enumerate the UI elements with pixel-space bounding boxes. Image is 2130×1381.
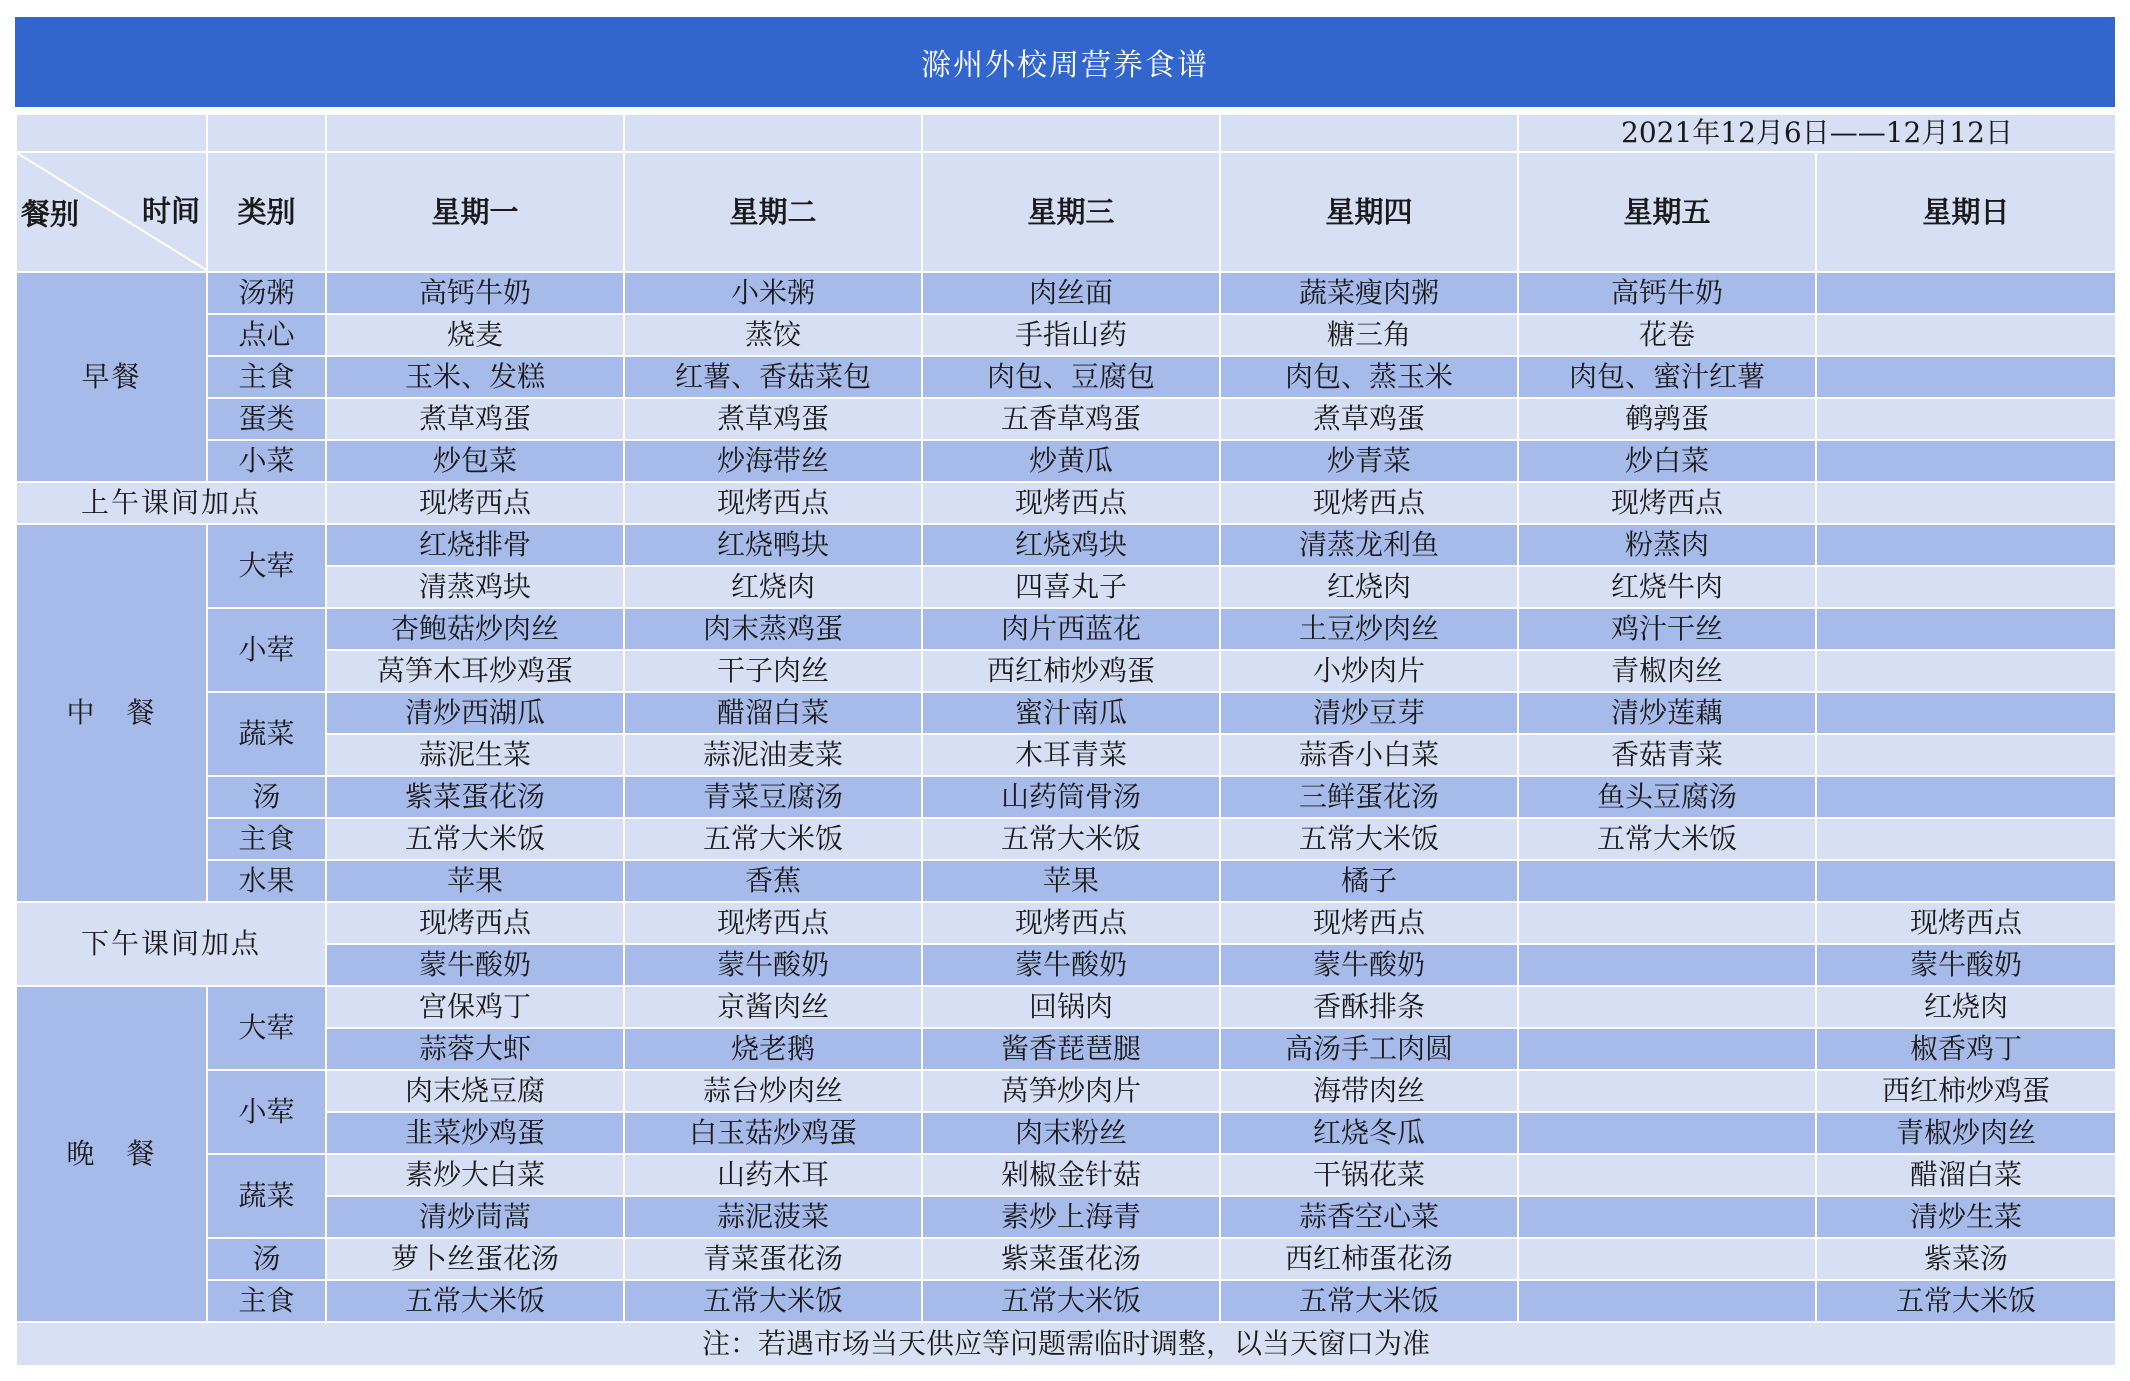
table-row: [16, 1112, 2116, 1154]
dish-cell: 蒙牛酸奶: [326, 944, 624, 986]
category-label: 主食: [207, 356, 326, 398]
meal-label: 中 餐: [16, 524, 207, 902]
dish-cell: 三鲜蛋花汤: [1220, 776, 1518, 818]
dish-cell: 手指山药: [922, 314, 1220, 356]
table-row: [16, 524, 2116, 566]
day-header: 星期五: [1518, 152, 1816, 272]
dish-cell: 山药筒骨汤: [922, 776, 1220, 818]
category-label: 汤: [207, 776, 326, 818]
dish-cell: [1816, 314, 2116, 356]
dish-cell: 五常大米饭: [922, 818, 1220, 860]
category-label: 主食: [207, 818, 326, 860]
table-row: [16, 1238, 2116, 1280]
dish-cell: [1518, 1028, 1816, 1070]
table-row: [16, 398, 2116, 440]
dish-cell: 紫菜汤: [1816, 1238, 2116, 1280]
dish-cell: [1518, 1154, 1816, 1196]
dish-cell: 红烧牛肉: [1518, 566, 1816, 608]
dish-cell: [1816, 608, 2116, 650]
menu-table: [15, 113, 2117, 1367]
corner-header: [16, 152, 207, 272]
category-label: 汤粥: [207, 272, 326, 314]
table-row: [16, 902, 2116, 944]
dish-cell: 煮草鸡蛋: [624, 398, 922, 440]
dish-cell: [1816, 398, 2116, 440]
date-row-spacer: [207, 114, 326, 152]
dish-cell: 高钙牛奶: [1518, 272, 1816, 314]
dish-cell: 椒香鸡丁: [1816, 1028, 2116, 1070]
dish-cell: 青菜蛋花汤: [624, 1238, 922, 1280]
dish-cell: 西红柿炒鸡蛋: [922, 650, 1220, 692]
dish-cell: [1518, 986, 1816, 1028]
dish-cell: 京酱肉丝: [624, 986, 922, 1028]
date-row-spacer: [1220, 114, 1518, 152]
dish-cell: 肉包、豆腐包: [922, 356, 1220, 398]
table-row: [16, 986, 2116, 1028]
dish-cell: 清炒茼蒿: [326, 1196, 624, 1238]
dish-cell: 土豆炒肉丝: [1220, 608, 1518, 650]
dish-cell: 鸡汁干丝: [1518, 608, 1816, 650]
category-label: 小菜: [207, 440, 326, 482]
dish-cell: 西红柿蛋花汤: [1220, 1238, 1518, 1280]
dish-cell: 炒海带丝: [624, 440, 922, 482]
dish-cell: 红烧排骨: [326, 524, 624, 566]
dish-cell: [1816, 734, 2116, 776]
table-row: [16, 608, 2116, 650]
note-row: [16, 1322, 2116, 1366]
table-row: [16, 1280, 2116, 1322]
dish-cell: 五常大米饭: [624, 1280, 922, 1322]
dish-cell: [1816, 650, 2116, 692]
dish-cell: 肉末蒸鸡蛋: [624, 608, 922, 650]
dish-cell: [1816, 524, 2116, 566]
category-label: 蔬菜: [207, 1154, 326, 1238]
dish-cell: 现烤西点: [326, 482, 624, 524]
category-header: 类别: [207, 152, 326, 272]
table-row: [16, 1196, 2116, 1238]
dish-cell: 花卷: [1518, 314, 1816, 356]
dish-cell: 红烧肉: [1816, 986, 2116, 1028]
dish-cell: 五常大米饭: [1220, 1280, 1518, 1322]
dish-cell: 烧麦: [326, 314, 624, 356]
dish-cell: [1518, 1280, 1816, 1322]
dish-cell: 蒙牛酸奶: [624, 944, 922, 986]
category-label: 汤: [207, 1238, 326, 1280]
dish-cell: 现烤西点: [1518, 482, 1816, 524]
dish-cell: 清炒生菜: [1816, 1196, 2116, 1238]
dish-cell: 蒜台炒肉丝: [624, 1070, 922, 1112]
dish-cell: 蒜香空心菜: [1220, 1196, 1518, 1238]
dish-cell: 煮草鸡蛋: [326, 398, 624, 440]
dish-cell: 红烧鸡块: [922, 524, 1220, 566]
dish-cell: 木耳青菜: [922, 734, 1220, 776]
table-row: [16, 650, 2116, 692]
day-header: 星期一: [326, 152, 624, 272]
dish-cell: 剁椒金针菇: [922, 1154, 1220, 1196]
dish-cell: 高钙牛奶: [326, 272, 624, 314]
dish-cell: 红薯、香菇菜包: [624, 356, 922, 398]
dish-cell: 清炒莲藕: [1518, 692, 1816, 734]
table-row: [16, 356, 2116, 398]
meal-label: 早餐: [16, 272, 207, 482]
dish-cell: [1518, 1112, 1816, 1154]
dish-cell: [1816, 818, 2116, 860]
dish-cell: 青椒肉丝: [1518, 650, 1816, 692]
table-row: [16, 692, 2116, 734]
table-row: [16, 482, 2116, 524]
table-row: [16, 1028, 2116, 1070]
dish-cell: [1518, 944, 1816, 986]
dish-cell: 现烤西点: [624, 482, 922, 524]
dish-cell: 五常大米饭: [1220, 818, 1518, 860]
dish-cell: 醋溜白菜: [1816, 1154, 2116, 1196]
dish-cell: 酱香琵琶腿: [922, 1028, 1220, 1070]
table-row: [16, 314, 2116, 356]
dish-cell: 红烧冬瓜: [1220, 1112, 1518, 1154]
category-label: 小荤: [207, 1070, 326, 1154]
dish-cell: [1518, 1238, 1816, 1280]
dish-cell: 肉末烧豆腐: [326, 1070, 624, 1112]
dish-cell: 杏鲍菇炒肉丝: [326, 608, 624, 650]
dish-cell: 小米粥: [624, 272, 922, 314]
dish-cell: 干锅花菜: [1220, 1154, 1518, 1196]
category-label: 大荤: [207, 986, 326, 1070]
meal-label: 上午课间加点: [16, 482, 326, 524]
date-row-spacer: [624, 114, 922, 152]
dish-cell: 五常大米饭: [922, 1280, 1220, 1322]
dish-cell: 现烤西点: [1816, 902, 2116, 944]
dish-cell: 紫菜蛋花汤: [326, 776, 624, 818]
dish-cell: 五常大米饭: [1518, 818, 1816, 860]
dish-cell: 青椒炒肉丝: [1816, 1112, 2116, 1154]
dish-cell: 炒黄瓜: [922, 440, 1220, 482]
dish-cell: 橘子: [1220, 860, 1518, 902]
dish-cell: [1518, 902, 1816, 944]
dish-cell: 蒜泥油麦菜: [624, 734, 922, 776]
dish-cell: 烧老鹅: [624, 1028, 922, 1070]
category-label: 蛋类: [207, 398, 326, 440]
dish-cell: 素炒上海青: [922, 1196, 1220, 1238]
dish-cell: 蒸饺: [624, 314, 922, 356]
table-row: [16, 818, 2116, 860]
table-row: [16, 1154, 2116, 1196]
date-range: 2021年12月6日——12月12日: [1518, 114, 2116, 152]
dish-cell: 红烧鸭块: [624, 524, 922, 566]
category-label: 点心: [207, 314, 326, 356]
dish-cell: [1816, 272, 2116, 314]
dish-cell: 现烤西点: [624, 902, 922, 944]
dish-cell: 苹果: [326, 860, 624, 902]
dish-cell: 萝卜丝蛋花汤: [326, 1238, 624, 1280]
dish-cell: [1518, 860, 1816, 902]
dish-cell: [1518, 1070, 1816, 1112]
corner-meal-label: 餐别: [21, 197, 80, 231]
dish-cell: [1816, 482, 2116, 524]
dish-cell: 蒜香小白菜: [1220, 734, 1518, 776]
dish-cell: 蒜泥生菜: [326, 734, 624, 776]
dish-cell: 海带肉丝: [1220, 1070, 1518, 1112]
table-row: [16, 566, 2116, 608]
dish-cell: 五香草鸡蛋: [922, 398, 1220, 440]
dish-cell: 高汤手工肉圆: [1220, 1028, 1518, 1070]
category-label: 主食: [207, 1280, 326, 1322]
table-row: [16, 860, 2116, 902]
category-label: 大荤: [207, 524, 326, 608]
dish-cell: 肉丝面: [922, 272, 1220, 314]
dish-cell: 蜜汁南瓜: [922, 692, 1220, 734]
dish-cell: 炒青菜: [1220, 440, 1518, 482]
dish-cell: 香菇青菜: [1518, 734, 1816, 776]
dish-cell: 现烤西点: [1220, 902, 1518, 944]
dish-cell: 蒙牛酸奶: [1220, 944, 1518, 986]
dish-cell: 现烤西点: [922, 902, 1220, 944]
day-header: 星期三: [922, 152, 1220, 272]
table-row: [16, 776, 2116, 818]
day-header: 星期二: [624, 152, 922, 272]
dish-cell: 肉末粉丝: [922, 1112, 1220, 1154]
dish-cell: [1816, 440, 2116, 482]
category-label: 蔬菜: [207, 692, 326, 776]
dish-cell: 肉片西蓝花: [922, 608, 1220, 650]
dish-cell: 干子肉丝: [624, 650, 922, 692]
dish-cell: 四喜丸子: [922, 566, 1220, 608]
dish-cell: [1816, 692, 2116, 734]
dish-cell: 小炒肉片: [1220, 650, 1518, 692]
dish-cell: 清蒸龙利鱼: [1220, 524, 1518, 566]
dish-cell: 素炒大白菜: [326, 1154, 624, 1196]
dish-cell: 鹌鹑蛋: [1518, 398, 1816, 440]
dish-cell: 现烤西点: [326, 902, 624, 944]
dish-cell: 清炒西湖瓜: [326, 692, 624, 734]
dish-cell: 香酥排条: [1220, 986, 1518, 1028]
dish-cell: 回锅肉: [922, 986, 1220, 1028]
dish-cell: 粉蒸肉: [1518, 524, 1816, 566]
dish-cell: 炒白菜: [1518, 440, 1816, 482]
dish-cell: [1816, 776, 2116, 818]
date-row-spacer: [16, 114, 207, 152]
dish-cell: 山药木耳: [624, 1154, 922, 1196]
category-label: 小荤: [207, 608, 326, 692]
table-row: [16, 944, 2116, 986]
dish-cell: 清炒豆芽: [1220, 692, 1518, 734]
table-row: [16, 1070, 2116, 1112]
dish-cell: 炒包菜: [326, 440, 624, 482]
dish-cell: 莴笋炒肉片: [922, 1070, 1220, 1112]
dish-cell: 红烧肉: [624, 566, 922, 608]
dish-cell: 蒙牛酸奶: [1816, 944, 2116, 986]
dish-cell: 五常大米饭: [326, 818, 624, 860]
day-header: 星期四: [1220, 152, 1518, 272]
dish-cell: [1816, 860, 2116, 902]
dish-cell: 蒜蓉大虾: [326, 1028, 624, 1070]
date-row-spacer: [922, 114, 1220, 152]
day-header: 星期日: [1816, 152, 2116, 272]
footnote: 注：若遇市场当天供应等问题需临时调整，以当天窗口为准: [16, 1322, 2116, 1366]
dish-cell: 蒜泥菠菜: [624, 1196, 922, 1238]
dish-cell: 蒙牛酸奶: [922, 944, 1220, 986]
dish-cell: 鱼头豆腐汤: [1518, 776, 1816, 818]
dish-cell: 清蒸鸡块: [326, 566, 624, 608]
dish-cell: 苹果: [922, 860, 1220, 902]
dish-cell: [1816, 356, 2116, 398]
page-title: 滁州外校周营养食谱: [15, 17, 2115, 107]
dish-cell: 香蕉: [624, 860, 922, 902]
dish-cell: 白玉菇炒鸡蛋: [624, 1112, 922, 1154]
dish-cell: 西红柿炒鸡蛋: [1816, 1070, 2116, 1112]
dish-cell: 肉包、蒸玉米: [1220, 356, 1518, 398]
dish-cell: 红烧肉: [1220, 566, 1518, 608]
table-row: [16, 734, 2116, 776]
dish-cell: 玉米、发糕: [326, 356, 624, 398]
date-row-spacer: [326, 114, 624, 152]
dish-cell: 五常大米饭: [624, 818, 922, 860]
dish-cell: 现烤西点: [922, 482, 1220, 524]
dish-cell: 糖三角: [1220, 314, 1518, 356]
meal-label: 晚 餐: [16, 986, 207, 1322]
dish-cell: 五常大米饭: [326, 1280, 624, 1322]
dish-cell: 煮草鸡蛋: [1220, 398, 1518, 440]
dish-cell: [1518, 1196, 1816, 1238]
dish-cell: 肉包、蜜汁红薯: [1518, 356, 1816, 398]
category-label: 水果: [207, 860, 326, 902]
dish-cell: 蔬菜瘦肉粥: [1220, 272, 1518, 314]
table-row: [16, 440, 2116, 482]
dish-cell: 五常大米饭: [1816, 1280, 2116, 1322]
dish-cell: 宫保鸡丁: [326, 986, 624, 1028]
dish-cell: 韭菜炒鸡蛋: [326, 1112, 624, 1154]
dish-cell: 莴笋木耳炒鸡蛋: [326, 650, 624, 692]
dish-cell: [1816, 566, 2116, 608]
dish-cell: 醋溜白菜: [624, 692, 922, 734]
dish-cell: 紫菜蛋花汤: [922, 1238, 1220, 1280]
meal-label: 下午课间加点: [16, 902, 326, 986]
dish-cell: 青菜豆腐汤: [624, 776, 922, 818]
corner-time-label: 时间: [141, 194, 200, 228]
dish-cell: 现烤西点: [1220, 482, 1518, 524]
table-row: [16, 272, 2116, 314]
